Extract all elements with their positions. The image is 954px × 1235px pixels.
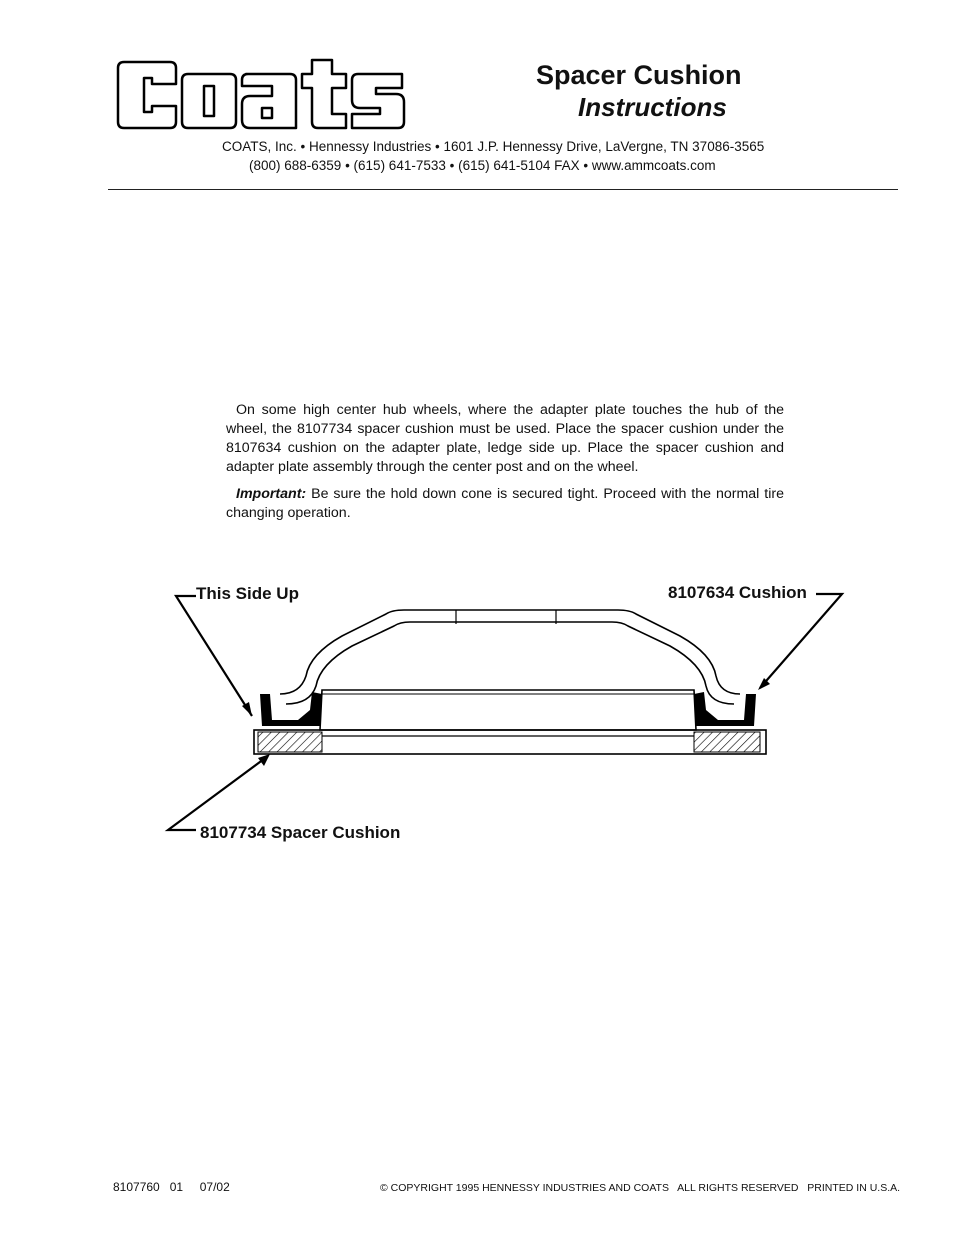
- instruction-paragraph-1: On some high center hub wheels, where the adapter plate touches the hub of the wheel, the 8107734 spacer cushion must be used. Place the spacer cushion under the 8107634 cushion on the adapter plate, ledge side up. Place the spacer cushion and adapter plate assembly through the center post and on the wheel.: [226, 402, 784, 475]
- header-divider: [108, 189, 898, 190]
- cushion-left: [260, 692, 322, 726]
- leader-this-side-up: [176, 596, 252, 716]
- company-address: COATS, Inc. • Hennessy Industries • 1601 J.P. Hennessy Drive, LaVergne, TN 37086-3565: [222, 139, 765, 154]
- spacer-cushion-left: [258, 732, 322, 752]
- cushion-right: [694, 692, 756, 726]
- instructions-text: [226, 401, 784, 531]
- copyright-notice: © COPYRIGHT 1995 HENNESSY INDUSTRIES AND COATS ALL RIGHTS RESERVED PRINTED IN U.S.A.: [380, 1182, 901, 1194]
- cushion-diagram: [160, 580, 860, 850]
- coats-logo: [110, 56, 410, 134]
- spacer-cushion-right: [694, 732, 760, 752]
- instruction-paragraph-2: [226, 485, 784, 523]
- leader-spacer: [168, 756, 268, 830]
- important-label: Important:: [236, 486, 307, 502]
- wheel-hub-inner: [286, 622, 734, 704]
- document-subtitle: Instructions: [578, 92, 727, 122]
- company-contacts: (800) 688-6359 • (615) 641-7533 • (615) 641-5104 FAX • www.ammcoats.com: [249, 158, 716, 173]
- leader-cushion: [760, 594, 842, 688]
- document-title: Spacer Cushion: [536, 60, 742, 90]
- adapter-plate: [254, 730, 766, 754]
- label-cushion: 8107634 Cushion: [668, 583, 807, 602]
- important-text: Be sure the hold down cone is secured tight. Proceed with the normal tire changing operation.: [226, 486, 784, 521]
- doc-number: 8107760 01 07/02: [113, 1180, 230, 1194]
- label-spacer-cushion: 8107734 Spacer Cushion: [200, 823, 401, 842]
- label-this-side-up: This Side Up: [196, 584, 299, 603]
